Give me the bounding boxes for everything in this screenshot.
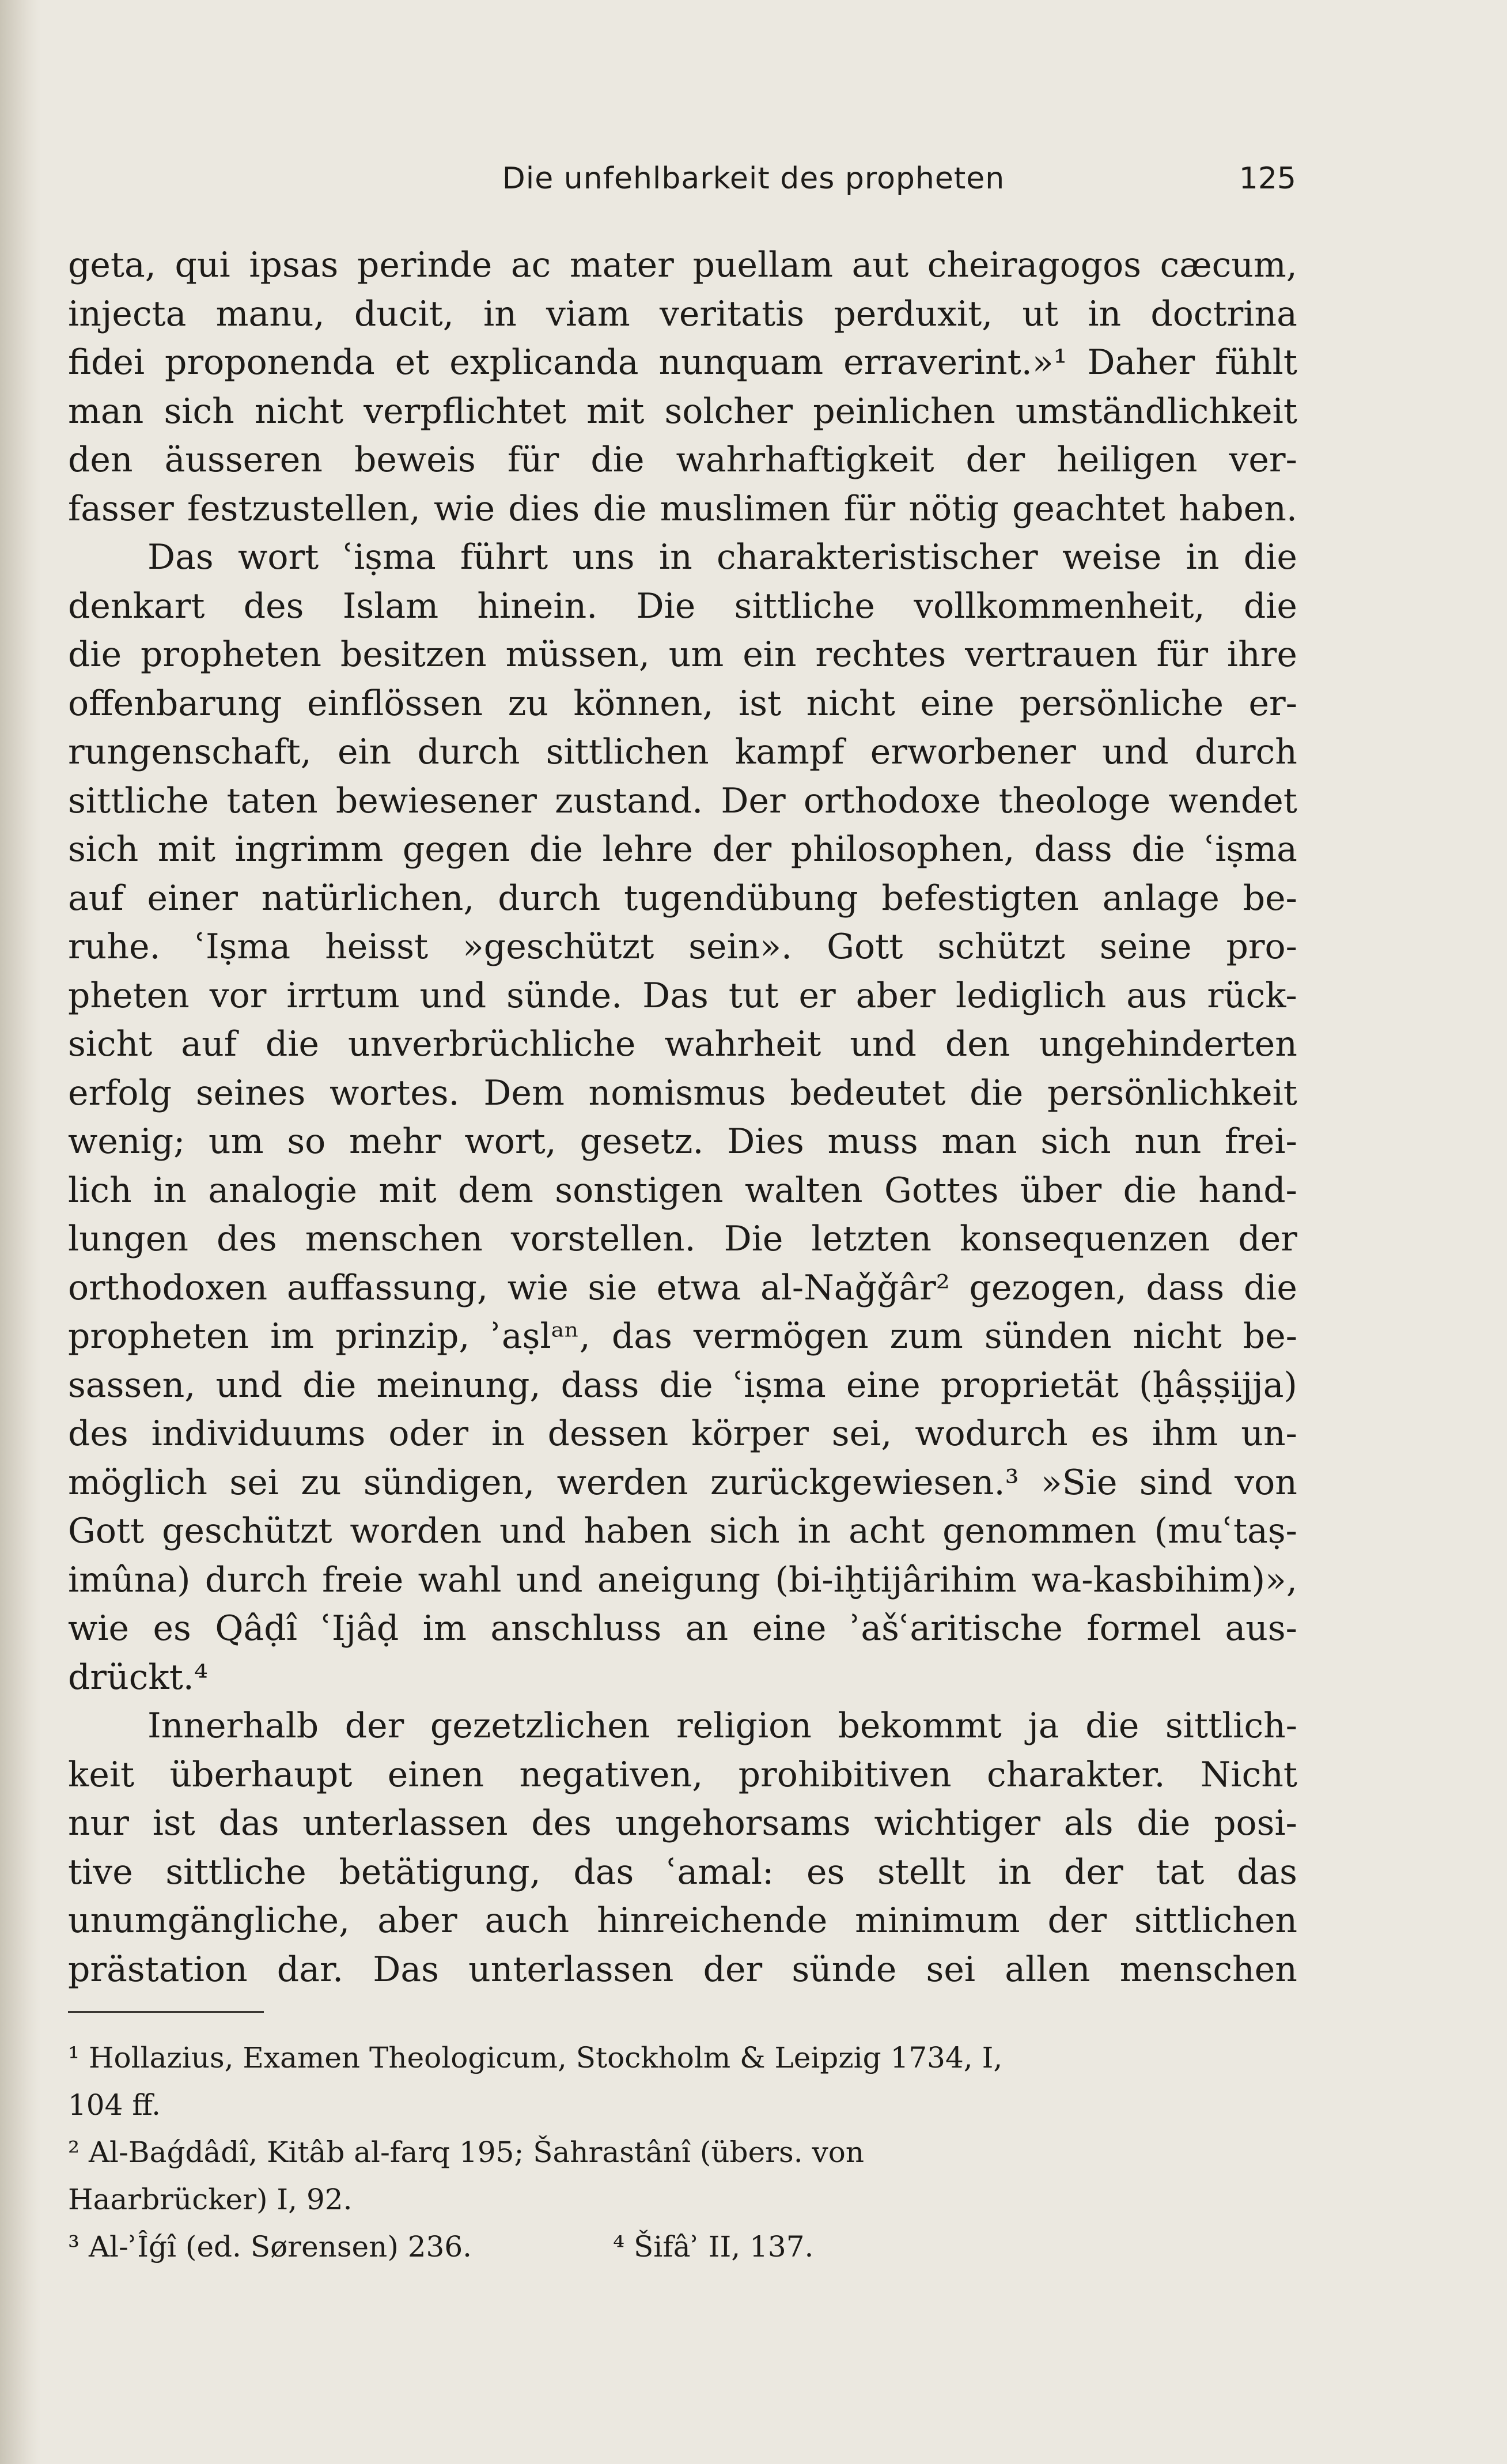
footnote-3: ³ Al-ʾÎǵî (ed. Sørensen) 236. — [68, 2230, 472, 2263]
text-line: injecta manu, ducit, in viam veritatis perduxit, ut in doctrina — [68, 293, 1297, 334]
text-line: erfolg seines wortes. Dem nomismus bedeutet die persönlichkeit — [68, 1072, 1297, 1113]
text-line: möglich sei zu sündigen, werden zurückgewiesen.³ »Sie sind von — [68, 1462, 1297, 1503]
footnote-text: Haarbrücker) I, 92. — [68, 2183, 353, 2216]
text-line: Innerhalb der gezetzlichen religion bekommt ja die sittlich- — [147, 1706, 1297, 1746]
text-line: pheten vor irrtum und sünde. Das tut er aber lediglich aus rück- — [68, 975, 1297, 1016]
footnote-text: ¹ Hollazius, Examen Theologicum, Stockholm & Leipzig 1734, I, — [68, 2041, 1003, 2074]
footnote-1-line-1 — [68, 2034, 1297, 2081]
text-line: unumgängliche, aber auch hinreichende minimum der sittlichen — [68, 1900, 1297, 1941]
page-header — [0, 156, 1507, 207]
text-line: sittliche taten bewiesener zustand. Der orthodoxe theologe wendet — [68, 780, 1297, 821]
page-gutter-shadow — [0, 0, 40, 2464]
text-line: orthodoxen auffassung, wie sie etwa al-Naǧǧâr² gezogen, dass die — [68, 1267, 1297, 1308]
text-line: fasser festzustellen, wie dies die muslimen für nötig geachtet haben. — [68, 488, 1297, 529]
text-line: auf einer natürlichen, durch tugendübung befestigten anlage be- — [68, 878, 1297, 919]
text-line: sicht auf die unverbrüchliche wahrheit und den ungehinderten — [68, 1024, 1297, 1064]
text-line: keit überhaupt einen negativen, prohibitiven charakter. Nicht — [68, 1754, 1297, 1795]
text-line: nur ist das unterlassen des ungehorsams wichtiger als die posi- — [68, 1803, 1297, 1843]
running-title: Die unfehlbarkeit des propheten — [502, 161, 1005, 196]
footnote-2-line-1 — [68, 2129, 1297, 2176]
footnote-1-line-2 — [68, 2081, 1297, 2129]
text-line: denkart des Islam hinein. Die sittliche vollkommenheit, die — [68, 585, 1297, 626]
footnote-4: ⁴ Šifâʾ II, 137. — [613, 2230, 814, 2263]
text-line: drückt.⁴ — [68, 1657, 208, 1698]
text-line: ruhe. ʿIṣma heisst »geschützt sein». Gott schützt seine pro- — [68, 927, 1297, 967]
text-line: den äusseren beweis für die wahrhaftigkeit der heiligen ver- — [68, 440, 1297, 480]
footnote-3-4-line — [68, 2223, 1297, 2270]
footnotes — [68, 2034, 1297, 2270]
footnote-text: 104 ff. — [68, 2088, 161, 2122]
text-line: tive sittliche betätigung, das ʿamal: es stellt in der tat das — [68, 1851, 1297, 1892]
text-line: die propheten besitzen müssen, um ein rechtes vertrauen für ihre — [68, 634, 1297, 675]
text-line: Das wort ʿiṣma führt uns in charakteristischer weise in die — [147, 537, 1297, 577]
text-line: sich mit ingrimm gegen die lehre der philosophen, dass die ʿiṣma — [68, 829, 1297, 870]
text-line: fidei proponenda et explicanda nunquam erraverint.»¹ Daher fühlt — [68, 342, 1297, 383]
footnote-spacer — [485, 2223, 600, 2270]
text-line: propheten im prinzip, ʾaṣlᵃⁿ, das vermögen zum sünden nicht be- — [68, 1316, 1297, 1356]
text-line: prästation dar. Das unterlassen der sünde sei allen menschen — [68, 1949, 1297, 1990]
text-line: des individuums oder in dessen körper sei, wodurch es ihm un- — [68, 1414, 1297, 1454]
footnote-2-line-2 — [68, 2176, 1297, 2223]
text-line: imûna) durch freie wahl und aneigung (bi-iḫtijârihim wa-kasbihim)», — [68, 1559, 1297, 1600]
text-line: wenig; um so mehr wort, gesetz. Dies muss man sich nun frei- — [68, 1121, 1297, 1162]
main-text — [68, 241, 1297, 1994]
page-number: 125 — [1239, 161, 1296, 196]
text-line: offenbarung einflössen zu können, ist nicht eine persönliche er- — [68, 683, 1297, 724]
text-line: lich in analogie mit dem sonstigen walten Gottes über die hand- — [68, 1170, 1297, 1211]
text-line: wie es Qâḍî ʿIjâḍ im anschluss an eine ʾašʿaritische formel aus- — [68, 1608, 1297, 1649]
text-line: sassen, und die meinung, dass die ʿiṣma eine proprietät (ḫâṣṣijja) — [68, 1365, 1297, 1405]
text-line: man sich nicht verpflichtet mit solcher peinlichen umständlichkeit — [68, 391, 1297, 432]
text-line: lungen des menschen vorstellen. Die letzten konsequenzen der — [68, 1219, 1297, 1259]
text-line: Gott geschützt worden und haben sich in acht genommen (muʿtaṣ- — [68, 1511, 1297, 1551]
footnote-divider — [68, 2011, 264, 2013]
text-line: rungenschaft, ein durch sittlichen kampf erworbener und durch — [68, 732, 1297, 772]
text-line: geta, qui ipsas perinde ac mater puellam aut cheiragogos cæcum, — [68, 245, 1297, 285]
footnote-text: ² Al-Baǵdâdî, Kitâb al-farq 195; Šahrastânî (übers. von — [68, 2136, 865, 2169]
